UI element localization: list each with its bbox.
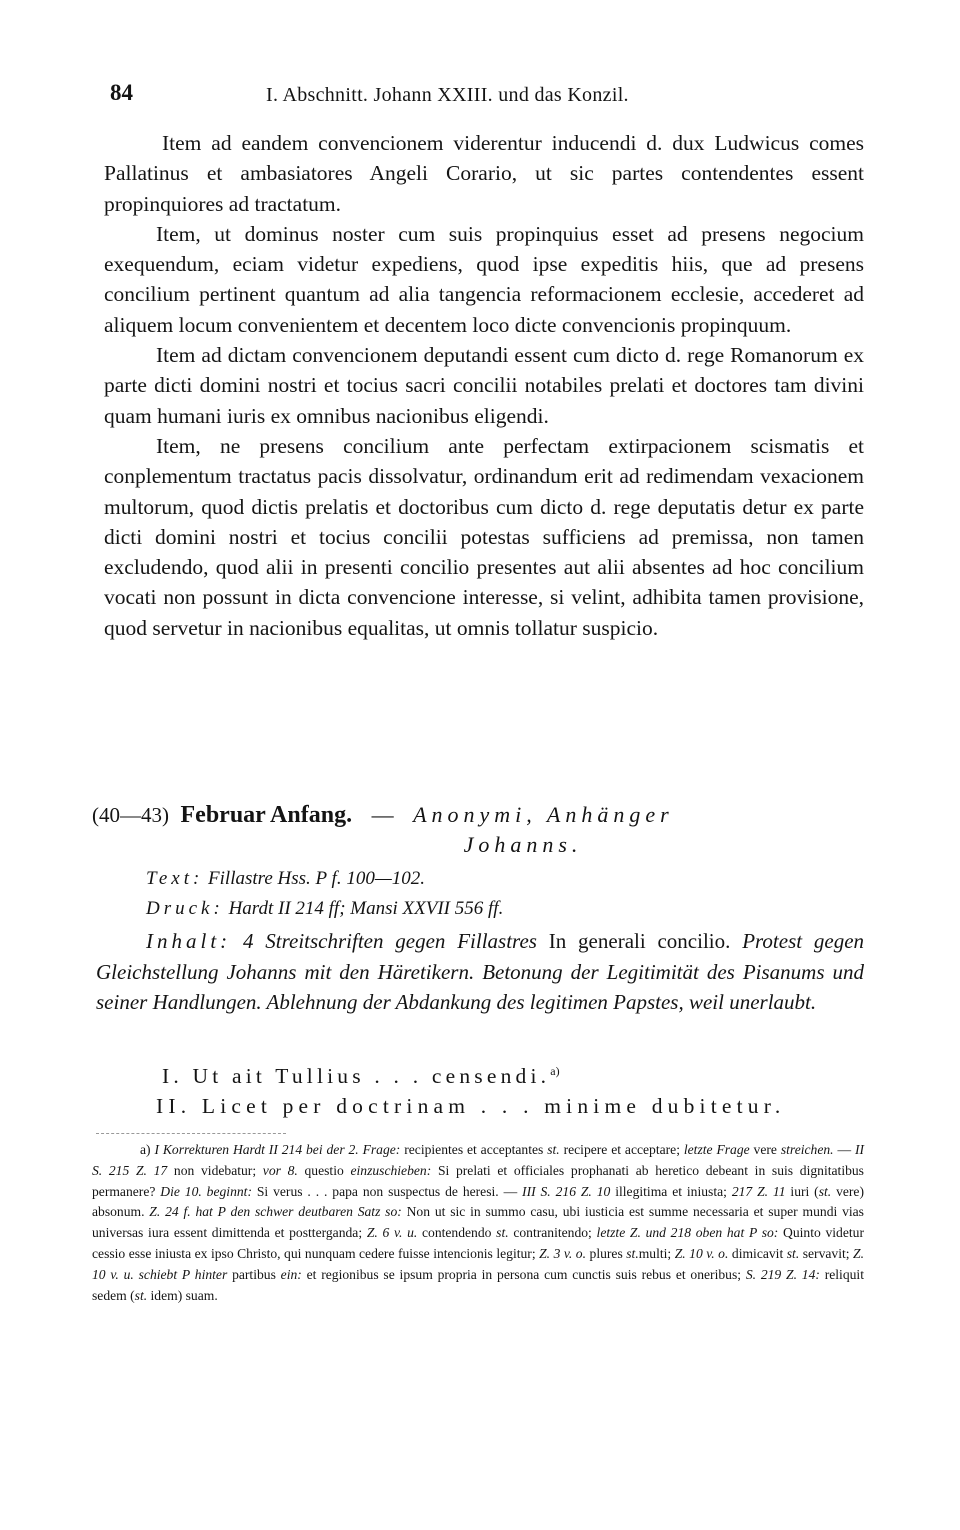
entry-number: (40—43) [92, 803, 169, 827]
footnote-segment: Z. 10 v. o. [674, 1245, 729, 1261]
text-source [146, 868, 425, 890]
footnote-segment: Z. 24 f. hat P den schwer deutbaren Satz so: [149, 1204, 402, 1220]
footnote-segment: streichen. [780, 1142, 834, 1157]
inhalt-part1: 4 Streitschriften gegen Fillastres [242, 929, 537, 953]
footnote-segment: st. [134, 1287, 148, 1303]
footnote-segment: vere [749, 1142, 781, 1157]
paragraph: Item, ne presens concilium ante perfectam extirpacionem scismatis et conplementum tractatus pacis dissolvatur, ordinandum erit ad redimendam vexacionem multorum, quod dictis prelatis et doctoribus cum dicto d. rege deputatis detur ex parte dicti domini nostri et tocius concilii potestas sufficiens ad premissa, non tamen excludendo, quod alii in presenti concilio presentes aut alii absentes ad hoc concilium vocati non possunt in dicta convencione interesse, si velint, adhibita tamen provisione, quod servetur in nacionibus equalitas, ut omnis tollatur suspicio. [104, 433, 864, 640]
treatise-item-1-text: I. Ut ait Tullius . . . censendi. [162, 1064, 551, 1089]
print-source [146, 898, 503, 920]
footnote-segment: idem) suam. [147, 1287, 218, 1303]
footnote-segment: st. [626, 1245, 639, 1261]
footnote-segment: st. [496, 1225, 509, 1241]
footnote-segment: Z. 10 v. u. schiebt P hinter [92, 1245, 865, 1282]
footnote-segment: II S. 215 Z. 17 [92, 1142, 865, 1178]
footnote-segment: iuri ( [785, 1183, 819, 1199]
footnote-segment: S. 219 Z. 14: [745, 1266, 820, 1282]
footnote-ref: a) [550, 1064, 560, 1078]
paragraph: Item, ut dominus noster cum suis propinquius esset ad presens negocium exequendum, eciam videtur expediens, quod ipse expeditis hiis, que ad presens concilium pertinent quantum ad alia tangencia reformacionem ecclesie, accederet ad aliquem locum convenientem et decentem loco dicte convencionis propinquum. [104, 221, 864, 337]
entry-author-cont: Johanns. [463, 832, 583, 857]
treatise-item-2: II. Licet per doctrinam . . . minime dubitetur. [156, 1094, 786, 1118]
footnote-segment: st. [786, 1245, 800, 1261]
page-number: 84 [110, 80, 133, 105]
paragraph: Item ad eandem convencionem viderentur inducendi d. dux Ludwicus comes Pallatinus et ambasiatores Angeli Corario, ut sic partes contendentes essent propinquiores ad tractatum. [104, 131, 864, 216]
footnote-segment: Z. 3 v. o. [539, 1245, 587, 1261]
footnote-segment: I Korrekturen Hardt II 214 bei der 2. Frage: [154, 1142, 401, 1157]
footnote-segment: st. [818, 1183, 832, 1199]
footnote-segment: Die 10. beginnt: [160, 1183, 252, 1199]
running-head: I. Abschnitt. Johann XXIII. und das Konzil. [266, 84, 629, 106]
druck-value: Hardt II 214 ff; Mansi XXVII 556 ff. [228, 898, 504, 919]
druck-label: Druck: [146, 898, 224, 919]
footnote-segment: partibus [227, 1266, 281, 1282]
footnote-segment: multi; [638, 1245, 675, 1261]
footnote-segment: servavit; [799, 1245, 854, 1261]
footnote-segment: Z. 6 v. u. [366, 1225, 418, 1241]
page-header [106, 76, 866, 112]
footnote-segment: st. [547, 1142, 560, 1157]
footnote [92, 1140, 864, 1306]
text-label: Text: [146, 868, 204, 889]
footnote-segment: plures [586, 1245, 627, 1261]
footnote-segment: vere) absonum. [92, 1183, 864, 1220]
inhalt-label: Inhalt: [146, 929, 232, 953]
footnote-segment: letzte Z. und 218 oben hat P so: [596, 1225, 779, 1241]
text-value: Fillastre Hss. P f. 100—102. [208, 868, 425, 889]
footnote-segment: dimicavit [728, 1245, 787, 1261]
footnote-segment: Quinto videtur cessio esse iniusta ex ipso Christo, qui nunquam cedere fuisse intencionis legitur; [92, 1225, 864, 1261]
main-text [104, 128, 864, 643]
entry-date: Februar Anfang. [180, 802, 353, 828]
paragraph: Item ad dictam convencionem deputandi essent cum dicto d. rege Romanorum ex parte dicti domini nostri et tocius sacri concilii notabiles prelati et doctores tam divini quam humani iuris ex omnibus nacionibus eligendi. [104, 343, 864, 428]
footnote-segment: letzte Frage [683, 1142, 750, 1157]
footnote-segment: recipientes et acceptantes [400, 1142, 548, 1157]
footnote-segment: einzuschieben: [350, 1162, 432, 1178]
footnote-segment: et regionibus se ipsum propria in persona cum cunctis suis rebus et oneribus; [301, 1266, 746, 1282]
footnote-segment: questio [297, 1162, 351, 1178]
footnote-segment: illegitima et iniusta; [610, 1183, 732, 1199]
footnote-segment: III S. 216 Z. 10 [522, 1183, 611, 1199]
footnote-segment: non videbatur; [167, 1162, 263, 1178]
footnote-segment: — [833, 1142, 855, 1157]
footnote-segment: contendendo [417, 1225, 497, 1241]
footnote-divider [96, 1133, 286, 1134]
inhalt-part2: In generali concilio. [548, 929, 731, 953]
footnote-segment: Non ut sic in summo casu, ubi iusticia est summe necessaria et super mundi vias universas iura essent dimittenda et postterganda; [92, 1204, 864, 1241]
entry-heading [92, 800, 864, 860]
footnote-segment: contranitendo; [508, 1225, 597, 1241]
entry-dash: — [371, 802, 394, 827]
footnote-segment: ein: [280, 1266, 302, 1282]
footnote-segment: vor 8. [262, 1162, 298, 1178]
footnote-segment: 217 Z. 11 [731, 1183, 786, 1199]
footnote-mark: a) [140, 1142, 151, 1157]
footnote-segment: Si verus . . . papa non suspectus de heresi. — [251, 1183, 523, 1199]
entry-author: Anonymi, Anhänger [413, 802, 674, 827]
contents-summary [96, 926, 864, 1018]
footnote-segment: recipere et acceptare; [559, 1142, 684, 1157]
treatise-item-1 [162, 1064, 560, 1089]
inhalt-part3: Protest gegen Gleichstellung Johanns mit den Häretikern. Betonung der Legitimität des Pisanums und seiner Handlungen. Ablehnung der Abdankung des legitimen Papstes, weil unerlaubt. [96, 929, 865, 1014]
footnote-segment: reliquit sedem ( [92, 1266, 864, 1303]
footnote-segment: Si prelati et officiales prophanati ab heretico debeant in suis dignitatibus permanere? [92, 1162, 864, 1199]
